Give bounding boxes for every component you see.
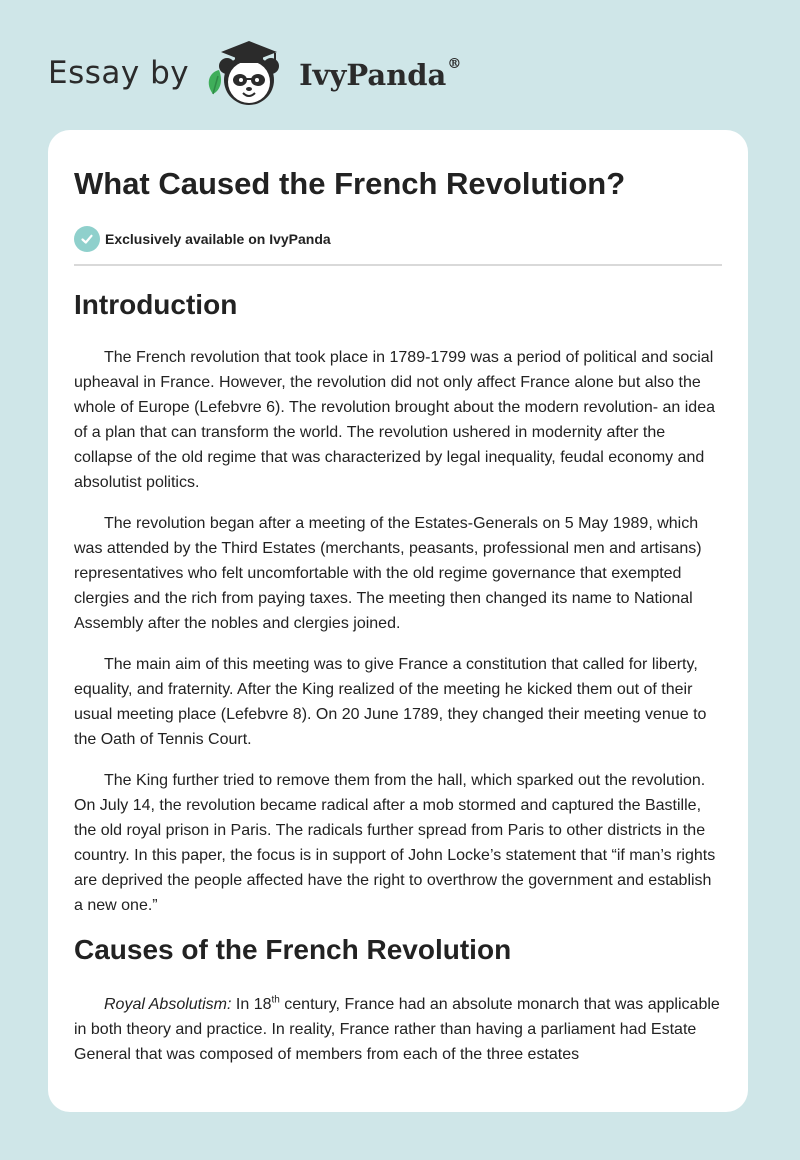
badge-label: Exclusively available on IvyPanda <box>105 231 331 247</box>
essay-by-label: Essay by <box>48 55 190 91</box>
exclusive-badge <box>74 226 722 252</box>
paragraph: The main aim of this meeting was to give France a constitution that called for liberty, equality, and fraternity. After the King realized of the meeting he kicked them out of their usual meeting place (Lefebvre 8). On 20 June 1789, they changed their meeting venue to the Oath of Tennis Court. <box>74 656 707 748</box>
section-heading-introduction: Introduction <box>74 289 238 320</box>
brand-text: IvyPanda <box>299 58 447 92</box>
section-heading-causes: Causes of the French Revolution <box>74 934 512 965</box>
brand-name <box>299 58 461 92</box>
registered-mark: ® <box>447 56 462 72</box>
page-title: What Caused the French Revolution? <box>74 166 626 201</box>
essay-card <box>48 130 748 1112</box>
lead-term: Royal Absolutism: <box>104 996 232 1013</box>
lead-text-start: In 18 <box>231 996 272 1013</box>
paragraph: The French revolution that took place in 1789-1799 was a period of political and social upheaval in France. However, the revolution did not only affect France alone but also the whole of Europe (Lefebvre 6). The revolution brought about the modern revolution- an idea of a plan that can transform the world. The revolution ushered in modernity after the collapse of the old regime that was characterized by legal inequality, feudal economy and absolutist politics. <box>74 349 715 491</box>
check-icon <box>74 226 100 252</box>
panda-graduate-icon <box>203 36 295 112</box>
lead-text-rest: century, France had an absolute monarch that was applicable in both theory and practice. In reality, France rather than having a parliament had Estate General that was composed of members from each of the three estates <box>74 996 720 1063</box>
paragraph <box>74 992 722 1067</box>
ordinal-suffix: th <box>271 994 280 1006</box>
paragraph: The revolution began after a meeting of the Estates-Generals on 5 May 1989, which was attended by the Third Estates (merchants, peasants, professional men and artisans) representatives who felt uncomfortable with the old regime governance that exempted clergies and the rich from paying taxes. The meeting then changed its name to National Assembly after the nobles and clergies joined. <box>74 515 702 632</box>
paragraph: The King further tried to remove them from the hall, which sparked out the revolution. On July 14, the revolution became radical after a mob stormed and captured the Bastille, the old royal prison in Paris. The radicals further spread from Paris to other districts in the country. In this paper, the focus is in support of John Locke’s statement that “if man’s rights are deprived the people affected have the right to overthrow the government and establish a new one.” <box>74 772 716 914</box>
divider <box>74 264 722 266</box>
site-header <box>48 34 461 114</box>
